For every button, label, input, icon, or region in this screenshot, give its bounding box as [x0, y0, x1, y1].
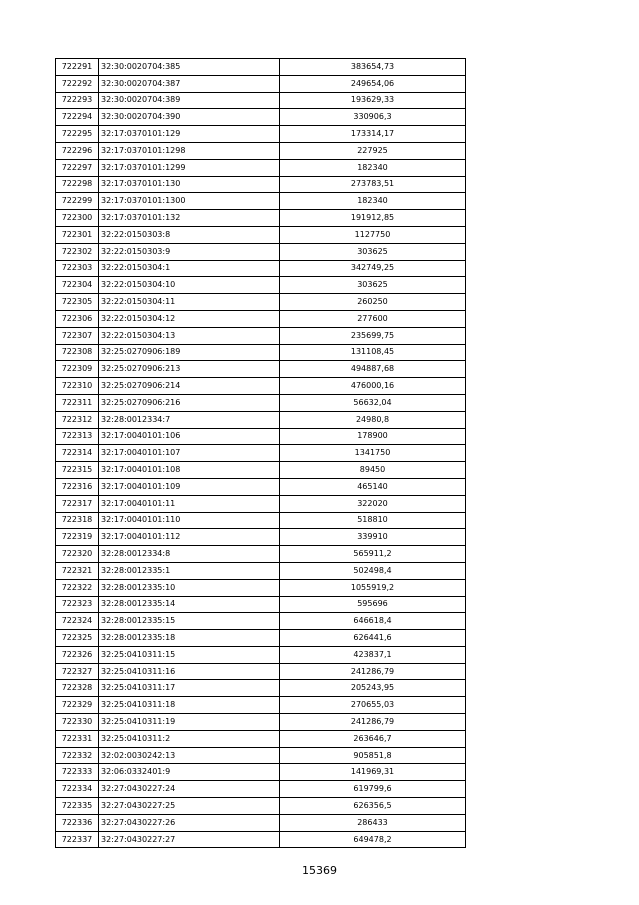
value-cell: 565911,2 [280, 546, 466, 563]
value-cell: 273783,51 [280, 176, 466, 193]
value-cell: 270655,03 [280, 697, 466, 714]
table-row [56, 226, 466, 243]
value-cell: 241286,79 [280, 714, 466, 731]
cadastral-number-cell: 32:28:0012334:7 [99, 411, 280, 428]
value-cell: 518810 [280, 512, 466, 529]
cadastral-number-cell: 32:25:0270906:213 [99, 361, 280, 378]
data-table [55, 58, 466, 848]
cadastral-number-cell: 32:27:0430227:26 [99, 814, 280, 831]
table-row [56, 394, 466, 411]
row-number-cell: 722334 [56, 781, 99, 798]
row-number-cell: 722300 [56, 210, 99, 227]
table-row [56, 562, 466, 579]
value-cell: 173314,17 [280, 126, 466, 143]
row-number-cell: 722321 [56, 562, 99, 579]
value-cell: 476000,16 [280, 378, 466, 395]
cadastral-number-cell: 32:17:0370101:1298 [99, 142, 280, 159]
row-number-cell: 722327 [56, 663, 99, 680]
table-row [56, 59, 466, 76]
cadastral-number-cell: 32:22:0150304:12 [99, 310, 280, 327]
cadastral-number-cell: 32:28:0012335:18 [99, 630, 280, 647]
row-number-cell: 722324 [56, 613, 99, 630]
cadastral-number-cell: 32:17:0040101:106 [99, 428, 280, 445]
row-number-cell: 722297 [56, 159, 99, 176]
row-number-cell: 722335 [56, 798, 99, 815]
value-cell: 205243,95 [280, 680, 466, 697]
cadastral-number-cell: 32:22:0150303:9 [99, 243, 280, 260]
value-cell: 322020 [280, 495, 466, 512]
cadastral-number-cell: 32:22:0150304:13 [99, 327, 280, 344]
row-number-cell: 722291 [56, 59, 99, 76]
row-number-cell: 722316 [56, 478, 99, 495]
value-cell: 423837,1 [280, 646, 466, 663]
table-row [56, 310, 466, 327]
row-number-cell: 722296 [56, 142, 99, 159]
table-row [56, 260, 466, 277]
cadastral-number-cell: 32:28:0012335:15 [99, 613, 280, 630]
cadastral-number-cell: 32:17:0370101:132 [99, 210, 280, 227]
value-cell: 249654,06 [280, 75, 466, 92]
value-cell: 263646,7 [280, 730, 466, 747]
table-row [56, 109, 466, 126]
row-number-cell: 722307 [56, 327, 99, 344]
value-cell: 303625 [280, 243, 466, 260]
cadastral-number-cell: 32:22:0150304:10 [99, 277, 280, 294]
cadastral-number-cell: 32:30:0020704:387 [99, 75, 280, 92]
table-row [56, 781, 466, 798]
cadastral-number-cell: 32:17:0040101:109 [99, 478, 280, 495]
cadastral-number-cell: 32:22:0150303:8 [99, 226, 280, 243]
value-cell: 260250 [280, 294, 466, 311]
table-row [56, 294, 466, 311]
row-number-cell: 722319 [56, 529, 99, 546]
value-cell: 465140 [280, 478, 466, 495]
value-cell: 131108,45 [280, 344, 466, 361]
cadastral-number-cell: 32:30:0020704:390 [99, 109, 280, 126]
value-cell: 191912,85 [280, 210, 466, 227]
table-row [56, 445, 466, 462]
row-number-cell: 722317 [56, 495, 99, 512]
value-cell: 227925 [280, 142, 466, 159]
cadastral-number-cell: 32:22:0150304:1 [99, 260, 280, 277]
value-cell: 905851,8 [280, 747, 466, 764]
cadastral-number-cell: 32:28:0012335:1 [99, 562, 280, 579]
table-row [56, 579, 466, 596]
cadastral-number-cell: 32:25:0410311:2 [99, 730, 280, 747]
cadastral-number-cell: 32:28:0012335:10 [99, 579, 280, 596]
row-number-cell: 722336 [56, 814, 99, 831]
value-cell: 383654,73 [280, 59, 466, 76]
table-row [56, 411, 466, 428]
cadastral-number-cell: 32:02:0030242:13 [99, 747, 280, 764]
row-number-cell: 722318 [56, 512, 99, 529]
table-row [56, 730, 466, 747]
table-row [56, 680, 466, 697]
value-cell: 89450 [280, 462, 466, 479]
value-cell: 595696 [280, 596, 466, 613]
row-number-cell: 722337 [56, 831, 99, 848]
table-row [56, 512, 466, 529]
value-cell: 626356,5 [280, 798, 466, 815]
row-number-cell: 722295 [56, 126, 99, 143]
row-number-cell: 722330 [56, 714, 99, 731]
table-row [56, 478, 466, 495]
table-row [56, 697, 466, 714]
cadastral-number-cell: 32:17:0370101:1299 [99, 159, 280, 176]
table-row [56, 243, 466, 260]
row-number-cell: 722328 [56, 680, 99, 697]
row-number-cell: 722313 [56, 428, 99, 445]
cadastral-number-cell: 32:25:0270906:189 [99, 344, 280, 361]
page-number: 15369 [302, 864, 337, 877]
cadastral-number-cell: 32:25:0270906:216 [99, 394, 280, 411]
value-cell: 277600 [280, 310, 466, 327]
cadastral-number-cell: 32:17:0040101:11 [99, 495, 280, 512]
row-number-cell: 722306 [56, 310, 99, 327]
row-number-cell: 722326 [56, 646, 99, 663]
row-number-cell: 722309 [56, 361, 99, 378]
value-cell: 330906,3 [280, 109, 466, 126]
row-number-cell: 722293 [56, 92, 99, 109]
row-number-cell: 722303 [56, 260, 99, 277]
row-number-cell: 722298 [56, 176, 99, 193]
value-cell: 193629,33 [280, 92, 466, 109]
value-cell: 241286,79 [280, 663, 466, 680]
value-cell: 1055919,2 [280, 579, 466, 596]
value-cell: 303625 [280, 277, 466, 294]
table-row [56, 75, 466, 92]
value-cell: 502498,4 [280, 562, 466, 579]
row-number-cell: 722322 [56, 579, 99, 596]
value-cell: 182340 [280, 159, 466, 176]
table-row [56, 747, 466, 764]
cadastral-number-cell: 32:27:0430227:24 [99, 781, 280, 798]
row-number-cell: 722314 [56, 445, 99, 462]
cadastral-number-cell: 32:22:0150304:11 [99, 294, 280, 311]
row-number-cell: 722301 [56, 226, 99, 243]
row-number-cell: 722329 [56, 697, 99, 714]
value-cell: 646618,4 [280, 613, 466, 630]
cadastral-number-cell: 32:25:0410311:19 [99, 714, 280, 731]
value-cell: 1127750 [280, 226, 466, 243]
table-row [56, 428, 466, 445]
row-number-cell: 722312 [56, 411, 99, 428]
table-row [56, 646, 466, 663]
row-number-cell: 722333 [56, 764, 99, 781]
table-row [56, 663, 466, 680]
row-number-cell: 722320 [56, 546, 99, 563]
row-number-cell: 722308 [56, 344, 99, 361]
table-row [56, 277, 466, 294]
cadastral-number-cell: 32:17:0040101:108 [99, 462, 280, 479]
table-row [56, 159, 466, 176]
table-body [56, 59, 466, 848]
value-cell: 141969,31 [280, 764, 466, 781]
cadastral-number-cell: 32:25:0270906:214 [99, 378, 280, 395]
cadastral-number-cell: 32:28:0012335:14 [99, 596, 280, 613]
table-row [56, 92, 466, 109]
row-number-cell: 722294 [56, 109, 99, 126]
row-number-cell: 722331 [56, 730, 99, 747]
row-number-cell: 722311 [56, 394, 99, 411]
row-number-cell: 722302 [56, 243, 99, 260]
cadastral-number-cell: 32:25:0410311:16 [99, 663, 280, 680]
table-row [56, 814, 466, 831]
cadastral-number-cell: 32:27:0430227:27 [99, 831, 280, 848]
cadastral-number-cell: 32:17:0370101:130 [99, 176, 280, 193]
cadastral-number-cell: 32:17:0040101:107 [99, 445, 280, 462]
row-number-cell: 722299 [56, 193, 99, 210]
cadastral-number-cell: 32:17:0370101:1300 [99, 193, 280, 210]
row-number-cell: 722315 [56, 462, 99, 479]
table-row [56, 378, 466, 395]
cadastral-number-cell: 32:28:0012334:8 [99, 546, 280, 563]
row-number-cell: 722305 [56, 294, 99, 311]
cadastral-number-cell: 32:30:0020704:389 [99, 92, 280, 109]
table-row [56, 344, 466, 361]
table-row [56, 361, 466, 378]
table-row [56, 596, 466, 613]
table-row [56, 142, 466, 159]
row-number-cell: 722325 [56, 630, 99, 647]
row-number-cell: 722323 [56, 596, 99, 613]
table-row [56, 613, 466, 630]
value-cell: 178900 [280, 428, 466, 445]
value-cell: 619799,6 [280, 781, 466, 798]
cadastral-number-cell: 32:25:0410311:15 [99, 646, 280, 663]
table-row [56, 529, 466, 546]
table-row [56, 546, 466, 563]
row-number-cell: 722332 [56, 747, 99, 764]
table-row [56, 176, 466, 193]
table-row [56, 764, 466, 781]
value-cell: 342749,25 [280, 260, 466, 277]
cadastral-number-cell: 32:27:0430227:25 [99, 798, 280, 815]
row-number-cell: 722292 [56, 75, 99, 92]
cadastral-number-cell: 32:17:0040101:110 [99, 512, 280, 529]
table-row [56, 462, 466, 479]
table-row [56, 193, 466, 210]
row-number-cell: 722310 [56, 378, 99, 395]
row-number-cell: 722304 [56, 277, 99, 294]
value-cell: 182340 [280, 193, 466, 210]
table-row [56, 495, 466, 512]
value-cell: 286433 [280, 814, 466, 831]
table-row [56, 831, 466, 848]
table-row [56, 714, 466, 731]
table-row [56, 630, 466, 647]
table-row [56, 210, 466, 227]
cadastral-number-cell: 32:06:0332401:9 [99, 764, 280, 781]
table-row [56, 798, 466, 815]
table-row [56, 126, 466, 143]
cadastral-number-cell: 32:30:0020704:385 [99, 59, 280, 76]
value-cell: 626441,6 [280, 630, 466, 647]
value-cell: 24980,8 [280, 411, 466, 428]
table-row [56, 327, 466, 344]
cadastral-number-cell: 32:25:0410311:17 [99, 680, 280, 697]
cadastral-number-cell: 32:17:0040101:112 [99, 529, 280, 546]
value-cell: 1341750 [280, 445, 466, 462]
value-cell: 339910 [280, 529, 466, 546]
value-cell: 235699,75 [280, 327, 466, 344]
value-cell: 56632,04 [280, 394, 466, 411]
cadastral-number-cell: 32:25:0410311:18 [99, 697, 280, 714]
value-cell: 494887,68 [280, 361, 466, 378]
cadastral-number-cell: 32:17:0370101:129 [99, 126, 280, 143]
value-cell: 649478,2 [280, 831, 466, 848]
